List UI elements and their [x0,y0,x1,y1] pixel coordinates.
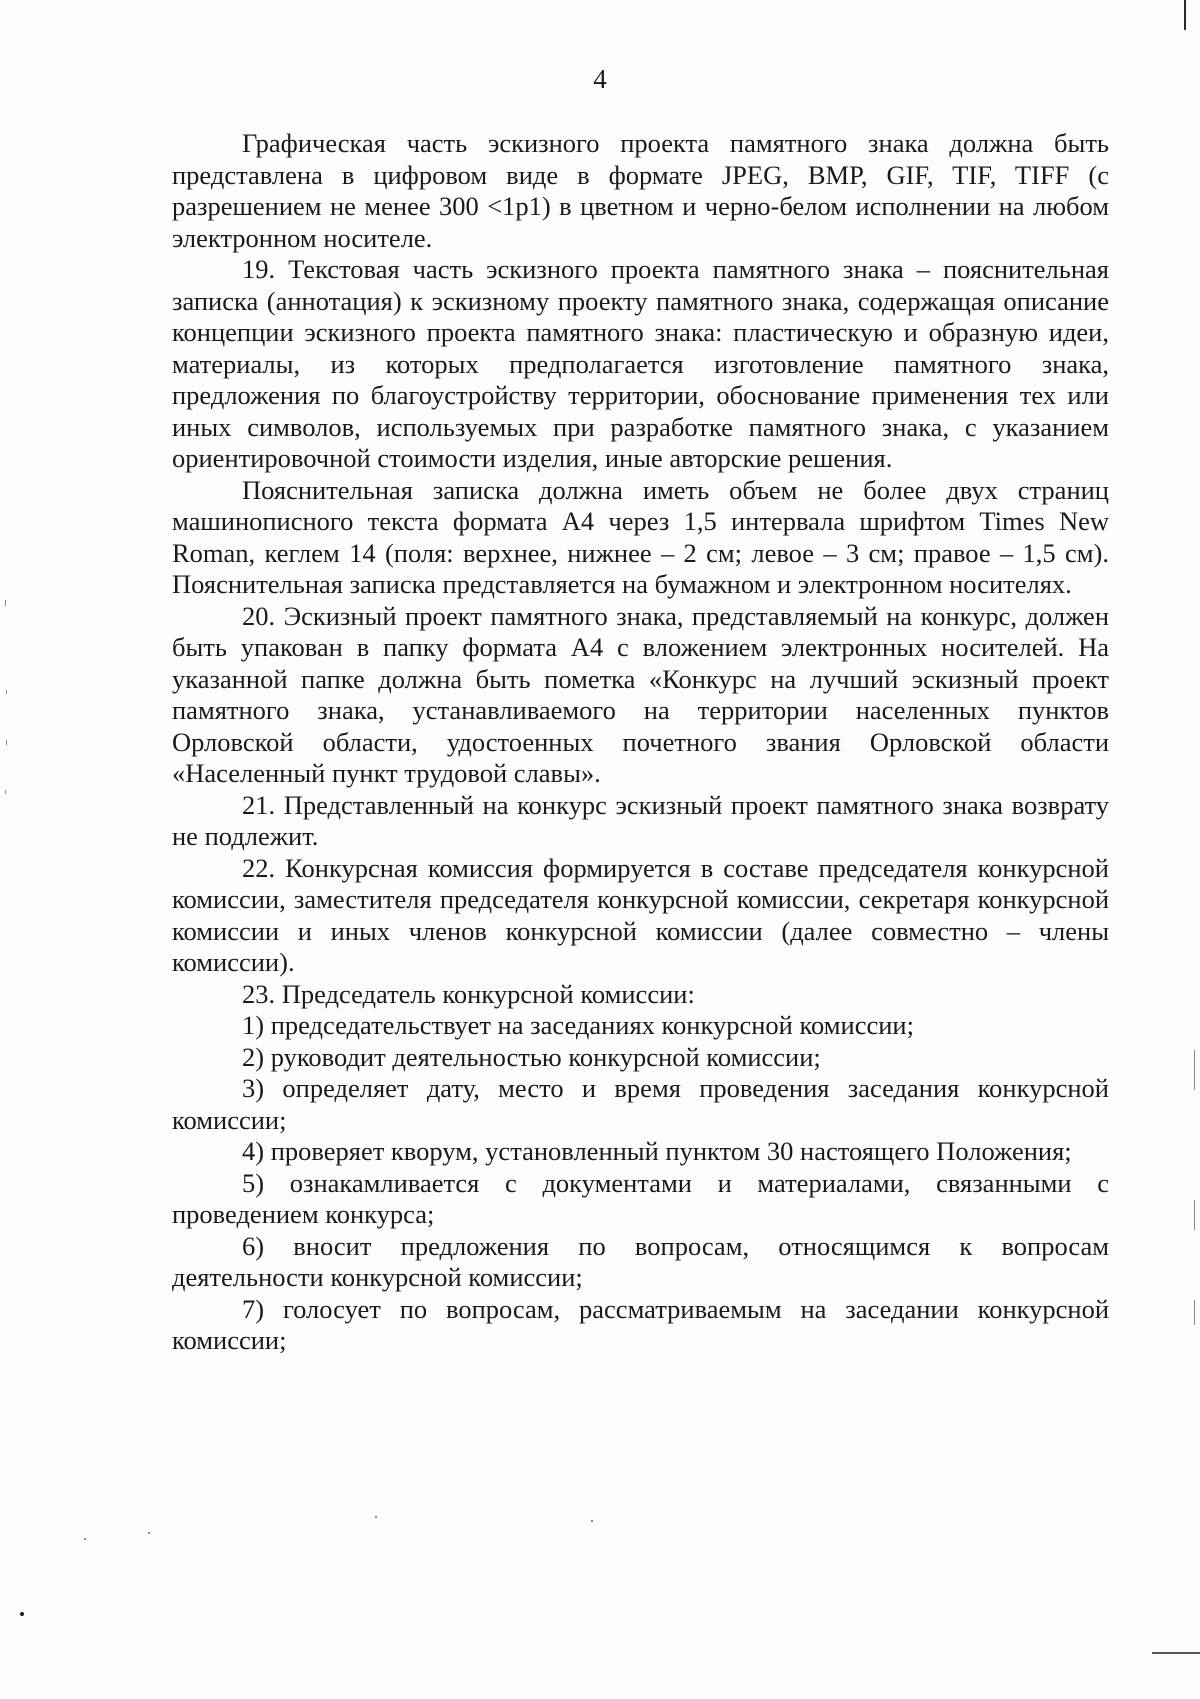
scan-edge-mark [1152,1652,1200,1654]
scan-speck [375,1516,377,1518]
scan-speck [20,1612,24,1616]
scan-speck [591,1520,593,1522]
paragraph-23: 23. Председатель конкурсной комиссии: [242,978,695,1009]
scan-speck [1194,1200,1195,1230]
scan-speck [84,1538,86,1540]
list-item-2: 2) руководит деятельностью конкурсной комиссии; [242,1041,821,1072]
paragraph-graphic-part: Графическая часть эскизного проекта памятного знака должна быть представлена в цифровом виде в формате JPEG, BMP, GIF, TIF, TIFF (с разрешением не менее 300 <1p1) в цветном и черно-белом исполнении на любом электронном носителе. [172,128,1109,253]
scan-edge-mark [1184,0,1186,30]
list-item-6: 6) вносит предложения по вопросам, относящимся к вопросам деятельности конкурсной комиссии; [172,1230,1109,1292]
paragraph-20: 20. Эскизный проект памятного знака, представляемый на конкурс, должен быть упакован в папку формата А4 с вложением электронных носителей. На указанной папке должна быть пометка «Конкурс на лучший эскизный проект памятного знака, устанавливаемого на территории населенных пунктов Орловской области, удостоенных почетного звания Орловской области «Населенный пункт трудовой славы». [172,600,1109,788]
paragraph-21: 21. Представленный на конкурс эскизный проект памятного знака возврату не подлежит. [172,789,1109,851]
paragraph-22: 22. Конкурсная комиссия формируется в составе председателя конкурсной комиссии, заместителя председателя конкурсной комиссии, секретаря конкурсной комиссии и иных членов конкурсной комиссии (далее совместно – члены комиссии). [172,852,1109,977]
scan-speck [148,1532,150,1534]
scan-speck [6,740,7,745]
paragraph-19: 19. Текстовая часть эскизного проекта памятного знака – пояснительная записка (аннотация) к эскизному проекту памятного знака, содержащая описание концепции эскизного проекта памятного знака: пластическую и образную идеи, материалы, из которых предполагается изготовление памятного знака, предложения по благоустройству территории, обоснование применения тех или иных символов, используемых при разработке памятного знака, с указанием ориентировочной стоимости изделия, иные авторские решения. [172,254,1109,473]
scan-speck [1194,1050,1195,1090]
list-item-3: 3) определяет дату, место и время проведения заседания конкурсной комиссии; [172,1073,1109,1135]
scan-speck [6,690,7,694]
scan-speck [5,790,6,794]
list-item-5: 5) ознакамливается с документами и материалами, связанными с проведением конкурса; [172,1167,1109,1229]
scan-speck [5,600,6,606]
list-item-4: 4) проверяет кворум, установленный пунктом 30 настоящего Положения; [242,1136,1072,1166]
document-body [172,128,1109,1357]
list-item-1: 1) председательствует на заседаниях конкурсной комиссии; [242,1010,914,1040]
scan-speck [1194,1300,1195,1325]
list-item-7: 7) голосует по вопросам, рассматриваемым на заседании конкурсной комиссии; [172,1293,1109,1355]
paragraph-explanatory-note: Пояснительная записка должна иметь объем не более двух страниц машинописного текста формата А4 через 1,5 интервала шрифтом Times New Roman, кеглем 14 (поля: верхнее, нижнее – 2 см; левое – 3 см; правое – 1,5 см). Пояснительная записка представляется на бумажном и электронном носителях. [172,474,1109,599]
page-number: 4 [593,64,607,94]
